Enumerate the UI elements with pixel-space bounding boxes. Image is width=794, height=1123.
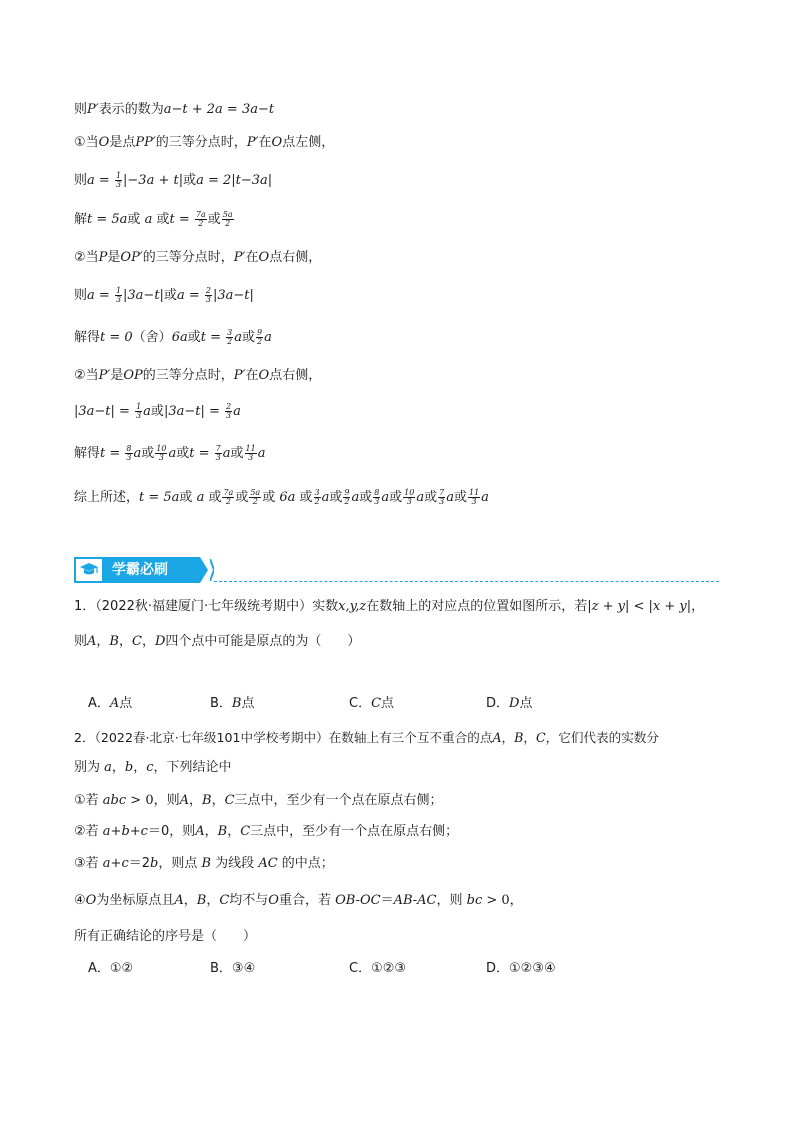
math: P′ — [87, 102, 99, 117]
section-banner — [74, 557, 719, 583]
math: PP′ — [135, 135, 156, 150]
text: 则 — [74, 634, 88, 649]
q1-line-2: 则A，B，C，D四个点中可能是原点的为（ ） — [74, 634, 361, 649]
q2-statement-4: ④O为坐标原点且A，B，C均不与O重合，若 OB-OC＝AB-AC，则 bc > 0， — [74, 893, 523, 908]
text: 解 — [74, 212, 88, 227]
text: 则 — [74, 288, 88, 303]
solution-line-10 — [74, 445, 265, 463]
math: P′ — [98, 368, 111, 383]
math: 6a — [171, 330, 188, 345]
math: t = 5a — [87, 212, 128, 227]
text: 在 — [258, 135, 272, 150]
fraction: $\frac{2}{3}$ — [205, 286, 211, 304]
math: a — [381, 490, 390, 505]
fraction: $\frac{11}{3}$ — [245, 444, 256, 462]
text: 是点 — [109, 135, 136, 150]
solution-line-11 — [74, 489, 489, 507]
q2-line-1: 2．（2022春·北京·七年级101中学校考期中）在数轴上有三个互不重合的点A，B，C，它们代表的实数分 — [74, 730, 659, 745]
math: 6a — [279, 490, 296, 505]
math: OP′ — [120, 250, 143, 265]
math: t = — [189, 446, 214, 461]
math: A — [87, 634, 97, 649]
text: 点右侧， — [269, 368, 322, 383]
math: a = — [176, 288, 204, 303]
text: ， — [691, 599, 705, 614]
text: 2．（2022春·北京·七年级101中学校考期中）在数轴上有三个互不重合的点 — [74, 730, 493, 745]
fraction: $\frac{5a}{2}$ — [222, 210, 233, 228]
fraction: $\frac{7a}{2}$ — [223, 488, 234, 506]
graduation-cap-icon — [76, 559, 102, 581]
math: O — [258, 250, 270, 265]
fraction: $\frac{10}{3}$ — [404, 488, 415, 506]
math: P — [98, 250, 108, 265]
text: 或 — [389, 490, 403, 505]
math: t = — [100, 446, 125, 461]
q2-statement-2: ②若 a+b+c＝0，则A，B，C三点中，至少有一个点在原点右侧； — [74, 824, 459, 839]
math: a — [222, 446, 231, 461]
banner-divider — [214, 581, 719, 582]
math: |3a−t| — [212, 288, 254, 303]
text: 或 — [295, 490, 313, 505]
fraction: $\frac{9}{2}$ — [257, 328, 263, 346]
math: C — [132, 634, 142, 649]
text: 或 — [207, 212, 221, 227]
math: a — [144, 212, 153, 227]
solution-line-7 — [74, 329, 272, 347]
text: 解得 — [74, 446, 101, 461]
math: a−t + 2a = 3a−t — [163, 102, 275, 117]
math: a = — [87, 288, 114, 303]
math: t = — [200, 330, 226, 345]
q1-option-a[interactable]: A．A点 — [88, 696, 133, 711]
text: 在 — [245, 250, 259, 265]
q2-line-2: 别为 a，b，c，下列结论中 — [74, 760, 232, 775]
solution-line-5 — [74, 249, 321, 267]
math: a — [481, 490, 489, 505]
math: t = 5a — [139, 490, 180, 505]
fraction: $\frac{11}{3}$ — [468, 488, 480, 506]
math: a — [133, 446, 142, 461]
text: 或 — [152, 212, 170, 227]
text: 或 — [150, 404, 164, 419]
text: 或 — [163, 288, 177, 303]
text: 是 — [107, 250, 121, 265]
math: |3a−t| = — [74, 404, 135, 419]
q1-option-d[interactable]: D．D点 — [486, 696, 533, 711]
math: a — [416, 490, 425, 505]
fraction: $\frac{1}{3}$ — [136, 402, 142, 420]
math: |3a−t| = — [163, 404, 224, 419]
q2-option-a[interactable]: A．①② — [88, 961, 134, 976]
text: 或 — [359, 490, 373, 505]
text: 在数轴上的对应点的位置如图所示，若 — [366, 599, 588, 614]
math: O — [258, 368, 270, 383]
text: 或 — [235, 490, 249, 505]
fraction: $\frac{2}{3}$ — [226, 402, 232, 420]
text: 的三等分点时， — [155, 135, 247, 150]
fraction: $\frac{7a}{2}$ — [195, 210, 206, 228]
text: 则 — [74, 102, 88, 117]
math: a — [321, 490, 330, 505]
text: 解得 — [74, 330, 101, 345]
fraction: $\frac{5a}{2}$ — [250, 488, 261, 506]
math: D — [154, 634, 166, 649]
text: 或 — [183, 173, 197, 188]
math: a — [257, 446, 266, 461]
math: |3a−t| — [123, 288, 164, 303]
text: 点右侧， — [269, 250, 322, 265]
text: 或 — [179, 490, 197, 505]
text: ②当 — [74, 250, 99, 265]
math: a — [234, 330, 242, 345]
banner-arrow — [200, 557, 208, 583]
text: （舍） — [132, 330, 172, 345]
fraction: $\frac{1}{3}$ — [115, 286, 122, 304]
math: a = — [87, 173, 114, 188]
math: x,y,z — [338, 599, 367, 614]
text: 或 — [262, 490, 280, 505]
fraction: $\frac{1}{3}$ — [115, 171, 122, 189]
fraction: $\frac{8}{3}$ — [374, 488, 380, 506]
math: a — [351, 490, 360, 505]
math: P′ — [233, 250, 246, 265]
math: O — [271, 135, 283, 150]
solution-line-9 — [74, 403, 241, 421]
text: ①当 — [74, 135, 99, 150]
math: P′ — [233, 368, 246, 383]
text: 2022秋·福建厦门·七年级统考期中）实数 — [101, 599, 339, 614]
text: ②当 — [74, 368, 99, 383]
text: 或 — [176, 446, 190, 461]
math: a — [143, 404, 151, 419]
math: |−3a + t| — [123, 173, 184, 188]
math: OP — [123, 368, 143, 383]
banner-box — [74, 557, 200, 583]
q1-option-b[interactable]: B．B点 — [210, 696, 255, 711]
q2-statement-1: ①若 abc > 0，则A，B，C三点中，至少有一个点在原点右侧； — [74, 793, 443, 808]
question-number: 1．（ — [74, 599, 102, 614]
solution-line-1 — [74, 101, 274, 119]
q1-line-1 — [74, 598, 704, 616]
text: 则 — [74, 173, 88, 188]
text: 在 — [245, 368, 259, 383]
math: a — [233, 404, 241, 419]
fraction: $\frac{7}{3}$ — [215, 444, 221, 462]
solution-line-3 — [74, 172, 272, 190]
q2-option-d[interactable]: D．①②③④ — [486, 961, 556, 976]
text: 或 — [230, 446, 244, 461]
text: 或 — [329, 490, 343, 505]
q2-option-c[interactable]: C．①②③ — [349, 961, 407, 976]
math: a — [446, 490, 454, 505]
solution-line-8 — [74, 367, 321, 385]
text: 综上所述， — [74, 490, 140, 505]
fraction: $\frac{8}{3}$ — [126, 444, 132, 462]
text: 是 — [110, 368, 124, 383]
fraction: $\frac{10}{3}$ — [156, 444, 167, 462]
fraction: $\frac{9}{2}$ — [344, 488, 350, 506]
fraction: $\frac{3}{2}$ — [227, 328, 233, 346]
math: a = 2|t−3a| — [196, 173, 273, 188]
math: t = — [169, 212, 194, 227]
text: 四个点中可能是原点的为（ ） — [165, 634, 361, 649]
banner-chevron-icon — [210, 559, 214, 581]
math: |z + y| < |x + y| — [587, 599, 692, 614]
q2-statement-3: ③若 a+c＝2b，则点 B 为线段 AC 的中点； — [74, 856, 334, 871]
text: 或 — [187, 330, 201, 345]
text: 或 — [141, 446, 155, 461]
math: t = 0 — [100, 330, 133, 345]
q2-option-b[interactable]: B．③④ — [210, 961, 256, 976]
solution-line-6 — [74, 287, 254, 305]
math: O — [98, 135, 110, 150]
text: 或 — [204, 490, 222, 505]
solution-line-2 — [74, 134, 334, 152]
math: a — [196, 490, 205, 505]
text: 或 — [453, 490, 467, 505]
q1-option-c[interactable]: C．C点 — [349, 696, 395, 711]
fraction: $\frac{3}{2}$ — [314, 488, 320, 506]
text: 点左侧， — [282, 135, 335, 150]
math: P′ — [246, 135, 259, 150]
text: 或 — [424, 490, 438, 505]
math: a — [168, 446, 177, 461]
math: B — [109, 634, 119, 649]
text: 的三等分点时， — [142, 368, 234, 383]
text: 或 — [241, 330, 255, 345]
section-title: 学霸必刷 — [112, 562, 168, 578]
q2-line-7: 所有正确结论的序号是（ ） — [74, 929, 257, 944]
math: a — [264, 330, 272, 345]
text: 的三等分点时， — [142, 250, 234, 265]
fraction: $\frac{7}{3}$ — [439, 488, 445, 506]
solution-line-4 — [74, 211, 235, 229]
text: 表示的数为 — [98, 102, 164, 117]
text: 或 — [127, 212, 145, 227]
